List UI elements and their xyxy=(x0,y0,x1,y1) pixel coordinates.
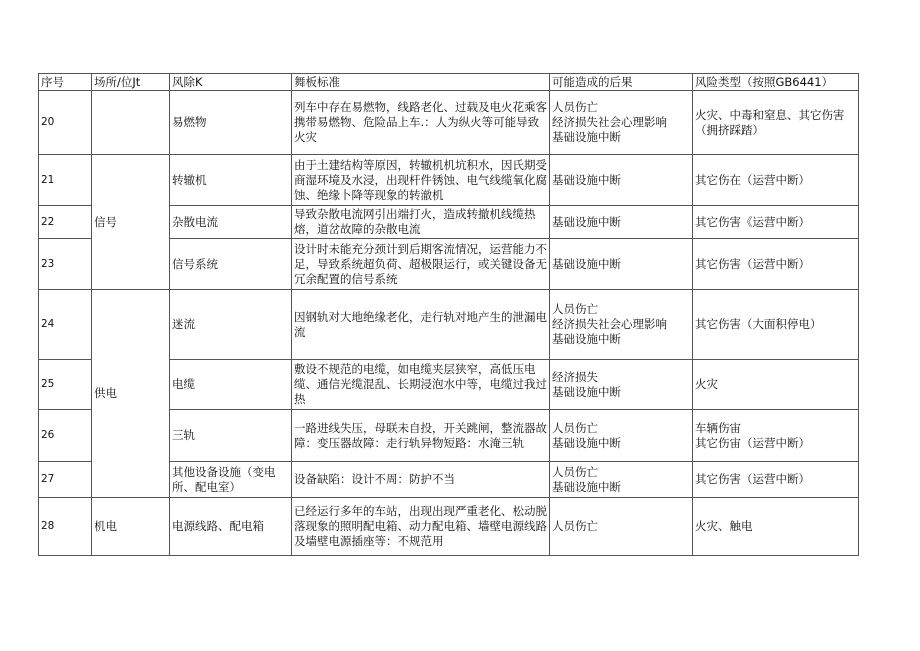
row-num: 27 xyxy=(39,462,92,498)
row-num: 20 xyxy=(39,91,92,155)
header-standard: 舞板标准 xyxy=(292,74,550,91)
table-row xyxy=(39,155,859,206)
row-risk: 迷流 xyxy=(170,290,292,360)
row-type: 其它伤害（运营中断） xyxy=(693,239,859,290)
row-risk: 三轨 xyxy=(170,410,292,462)
header-type: 风险类型（按照GB6441） xyxy=(693,74,859,91)
row-consequence: 人员伤亡 基础设施中断 xyxy=(550,462,693,498)
row-consequence: 人员伤亡 xyxy=(550,498,693,556)
header-num: 序号 xyxy=(39,74,92,91)
header-risk: 风除K xyxy=(170,74,292,91)
row-num: 25 xyxy=(39,360,92,410)
row-consequence: 基础设施中断 xyxy=(550,206,693,239)
row-standard: 敷设不规范的电缆，如电缆夹层狭窄，高低压电缆、通信光缆混乱、长期浸泡水中等，电缆过我过热 xyxy=(292,360,550,410)
row-standard: 列车中存在易燃物，线路老化、过载及电火花乘客携带易燃物、危险品上车.：人为纵火等可能导致火灾 xyxy=(292,91,550,155)
place-mechanical: 机电 xyxy=(92,498,170,556)
row-consequence: 人员伤亡 基础设施中断 xyxy=(550,410,693,462)
row-type: 火灾 xyxy=(693,360,859,410)
table-row xyxy=(39,498,859,556)
place-power: 供电 xyxy=(92,290,170,498)
row-standard: 已经运行多年的车站，出现出现严重老化、松动脱落现象的照明配电箱、动力配电箱、墙壁电源线路及墙壁电源插座等：不规范用 xyxy=(292,498,550,556)
row-standard: 设备缺陷：设计不周：防护不当 xyxy=(292,462,550,498)
row-consequence: 人员伤亡 经济损失社会心理影响 基础设施中断 xyxy=(550,290,693,360)
row-num: 22 xyxy=(39,206,92,239)
row-type: 其它伤在（运营中断） xyxy=(693,155,859,206)
row-consequence: 人员伤亡 经济损失社会心理影响 基础设施中断 xyxy=(550,91,693,155)
row-type: 火灾、中毒和窒息、其它伤害（拥挤踩踏） xyxy=(693,91,859,155)
row-type: 车辆伤宙 其它伤宙（运营中断） xyxy=(693,410,859,462)
row-num: 24 xyxy=(39,290,92,360)
header-place: 场所/位Jt xyxy=(92,74,170,91)
row-risk: 转辙机 xyxy=(170,155,292,206)
row-standard: 因钢轨对大地绝缘老化，走行轨对地产生的泄漏电流 xyxy=(292,290,550,360)
row-risk: 信号系统 xyxy=(170,239,292,290)
row-risk: 易燃物 xyxy=(170,91,292,155)
table-row xyxy=(39,91,859,155)
row-num: 23 xyxy=(39,239,92,290)
header-consequence: 可能造成的后果 xyxy=(550,74,693,91)
table-row xyxy=(39,290,859,360)
row-type: 火灾、触电 xyxy=(693,498,859,556)
row-risk: 杂散电流 xyxy=(170,206,292,239)
row-consequence: 基础设施中断 xyxy=(550,239,693,290)
row-num: 28 xyxy=(39,498,92,556)
header-row xyxy=(39,74,859,91)
row-standard: 由于土建结构等原因，转辙机机坑积水，因氏期受商湿环境及水浸，出现杆件锈蚀、电气线缆氧化腐蚀、绝缘卜降等现象的转澈机 xyxy=(292,155,550,206)
row-num: 21 xyxy=(39,155,92,206)
row-risk: 其他设备设施（变电所、配电室） xyxy=(170,462,292,498)
row-standard: 设计时未能充分颈计到后期客流情况，运营能力不足，导致系统超负荷、超极限运行，或关键设备无冗余配置的信号系统 xyxy=(292,239,550,290)
risk-table xyxy=(38,73,859,556)
row-place xyxy=(92,91,170,155)
row-num: 26 xyxy=(39,410,92,462)
row-type: 其它伤害（运营中断） xyxy=(693,462,859,498)
row-risk: 电源线路、配电箱 xyxy=(170,498,292,556)
row-consequence: 经济损失 基础设施中断 xyxy=(550,360,693,410)
row-risk: 电缆 xyxy=(170,360,292,410)
row-standard: 导致杂散电流网引出端打火，造成转撤机线缆热熔，道岔故障的杂散电流 xyxy=(292,206,550,239)
row-consequence: 基础设施中断 xyxy=(550,155,693,206)
row-standard: 一路进线失压，母联未自投，开关跳闸，整流器故障：变压器故障：走行轨异物短路：水淹三轨 xyxy=(292,410,550,462)
row-type: 其它伤害《运营中断） xyxy=(693,206,859,239)
row-type: 其它伤害（大面积停电） xyxy=(693,290,859,360)
place-signal: 信号 xyxy=(92,155,170,290)
